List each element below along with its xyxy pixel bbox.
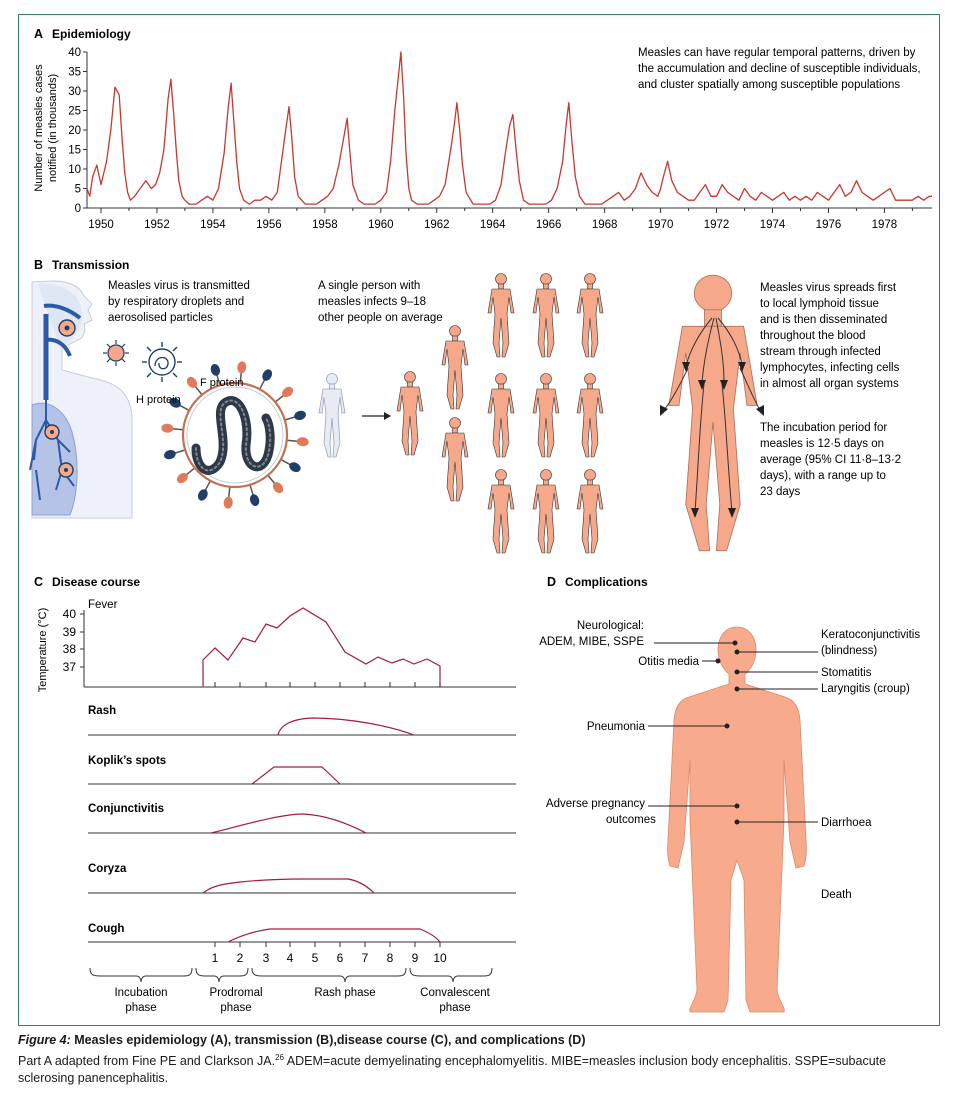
panel-a [33,27,932,231]
h-protein-head [223,496,233,509]
label-otitis-media: Otitis media [638,656,699,668]
label-neurological: ADEM, MIBE, SSPE [539,636,644,648]
phase-label-prodromal: phase [220,1002,252,1014]
label-laryngitis: Laryngitis (croup) [821,683,910,695]
y-tick-label: 40 [68,47,81,59]
x-tick-label: 1976 [815,219,842,231]
y-tick-label: 30 [68,86,81,98]
text-line: measles infects 9–18 [318,296,427,308]
arrowhead [384,412,391,420]
caption-figure-number: Figure 4: [18,1033,71,1047]
f-protein-head [260,368,274,383]
track-label-conjunctivitis: Conjunctivitis [88,803,165,815]
h-protein-label: H protein [136,394,181,406]
text-line: lymphocytes, infecting cells [760,362,900,374]
day-tick: 10 [433,951,447,965]
temp-tick: 37 [62,660,76,674]
phase-label-rash: Rash phase [314,987,376,999]
text-line: stream through infected [760,346,881,358]
h-protein-head [237,361,247,374]
caption-text: Part A adapted from Fine PE and Clarkson JA. [18,1054,276,1069]
caption-reference: 26 [275,1053,284,1062]
figure-caption [18,1032,943,1087]
label-neurological: Neurological: [576,620,644,632]
panel-c-letter: C [34,575,44,589]
label-death: Death [821,889,852,901]
x-tick-label: 1968 [591,219,618,231]
temperature-axis-label: Temperature (°C) [37,607,49,693]
phase-label-convalescent: Convalescent [420,987,490,999]
day-tick: 1 [211,951,219,965]
day-tick: 7 [361,951,369,965]
x-tick-label: 1962 [423,219,450,231]
h-protein-head [296,437,309,447]
x-tick-label: 1954 [200,219,226,231]
x-tick-label: 1978 [871,219,898,231]
day-tick: 5 [311,951,319,965]
x-tick-label: 1974 [759,219,786,231]
text-line: 23 days [760,486,801,498]
f-protein-head [196,487,210,502]
f-protein-head [293,409,307,421]
label-adverse-pregnancy: outcomes [606,814,656,826]
transmission-text-3 [760,282,900,390]
text-line: days), with a range up to [760,470,886,482]
track-label-fever: Fever [88,599,118,611]
text-line: Measles virus is transmitted [108,280,250,292]
f-protein-head [249,493,261,507]
caption-heading: Measles epidemiology (A), transmission (B),disease course (C), and complications (D) [70,1033,586,1047]
panel-a-note-line: Measles can have regular temporal patterns, driven by [638,47,916,59]
panel-b-title: Transmission [52,258,130,272]
y-tick-label: 20 [68,125,81,137]
y-axis-label: notified (in thousands) [47,73,59,183]
temp-tick: 39 [62,625,76,639]
virus-small-orange [103,340,129,366]
infected-person [319,374,345,458]
track-label-coryza: Coryza [88,863,127,875]
temp-tick: 38 [62,642,76,656]
panel-d-letter: D [547,575,557,589]
day-tick: 3 [262,951,270,965]
body-figure [669,275,757,551]
panel-a-note-line: and cluster spatially among susceptible populations [638,79,901,91]
panel-a-title: Epidemiology [52,27,131,41]
day-tick: 6 [336,951,344,965]
y-tick-label: 35 [68,66,81,79]
x-tick-label: 1970 [647,219,674,231]
label-pneumonia: Pneumonia [586,721,645,733]
day-tick: 2 [236,951,244,965]
text-line: Measles virus spreads first [760,282,897,294]
cough-curve [228,929,440,942]
text-line: measles is 12·5 days on [760,438,885,450]
day-tick-labels [212,951,447,965]
track-label-rash: Rash [88,705,117,717]
x-tick-label: 1952 [144,219,170,231]
day-ticks-top [215,682,440,947]
x-tick-label: 1964 [479,219,506,231]
text-line: and is then disseminated [760,314,888,326]
rash-curve [278,718,414,735]
koplik-curve [252,767,340,784]
phase-label-incubation: Incubation [114,987,168,999]
panel-a-note [638,47,921,91]
phase-braces [90,968,492,982]
panel-b-letter: B [34,258,44,272]
y-tick-label: 25 [68,105,81,118]
y-tick-label: 5 [74,183,81,196]
x-axis-ticks [88,208,912,231]
temp-tick: 40 [62,607,76,621]
temperature-ticks [63,607,77,674]
text-line: other people on average [318,312,443,324]
virus-small-outline [142,342,182,382]
track-label-koplik: Koplik’s spots [88,755,167,767]
complication-labels-right [821,629,920,901]
y-tick-label: 0 [74,203,81,215]
panel-b [30,258,901,553]
phase-label-incubation: phase [125,1002,157,1014]
y-tick-label: 15 [68,144,81,157]
label-diarrhoea: Diarrhoea [821,817,872,829]
f-protein-head [163,449,177,461]
caption-title-line [18,1032,943,1049]
text-line: by respiratory droplets and [108,296,245,308]
track-label-cough: Cough [88,923,125,935]
text-line: to local lymphoid tissue [760,298,879,310]
phase-labels [114,987,490,1014]
day-tick: 9 [411,951,419,965]
x-tick-label: 1960 [367,219,394,231]
f-protein-head [209,363,221,377]
f-protein-head [287,460,302,474]
h-protein-head [161,423,174,433]
transmission-text-4 [760,422,901,498]
panel-c-title: Disease course [52,575,141,589]
x-tick-label: 1956 [256,219,282,231]
day-tick: 8 [386,951,394,965]
y-axis-label: Number of measles cases [33,64,45,192]
conjunctivitis-curve [211,814,366,833]
day-tick: 4 [286,951,294,965]
panel-a-letter: A [34,27,44,41]
text-line: The incubation period for [760,422,888,434]
phase-label-convalescent: phase [439,1002,471,1014]
x-tick-label: 1972 [703,219,730,231]
label-keratoconjunctivitis: (blindness) [821,645,878,657]
y-tick-label: 10 [68,164,81,176]
coryza-curve [203,879,374,893]
f-protein-label: F protein [200,377,244,389]
y-axis-ticks [68,47,87,215]
body-dissemination [660,275,764,551]
panel-c [34,575,516,1014]
text-line: throughout the blood [760,330,866,342]
virus-diagram [136,361,309,509]
caption-body [18,1049,943,1087]
panel-d [539,575,920,1012]
transmission-text-1 [108,280,250,324]
x-tick-label: 1950 [88,219,114,231]
label-adverse-pregnancy: Adverse pregnancy [545,798,645,810]
text-line: in almost all organ systems [760,378,899,390]
phase-label-prodromal: Prodromal [209,987,263,999]
text-line: average (95% CI 11·8–13·2 [760,454,902,466]
text-line: A single person with [318,280,421,292]
x-tick-label: 1958 [312,219,338,231]
panel-a-note-line: the accumulation and decline of susceptible individuals, [638,63,921,75]
transmission-text-2 [318,280,443,324]
label-keratoconjunctivitis: Keratoconjunctivitis [821,629,921,641]
fever-curve [203,608,440,687]
label-stomatitis: Stomatitis [821,667,872,679]
text-line: aerosolised particles [108,312,213,324]
x-tick-label: 1966 [535,219,562,231]
caption-text: ADEM=acute demyelinating encephalomyelitis. MIBE=measles inclusion body encephalitis. SSPE=subacute sclerosing panencephalitis. [18,1054,887,1086]
panel-d-title: Complications [565,575,648,589]
